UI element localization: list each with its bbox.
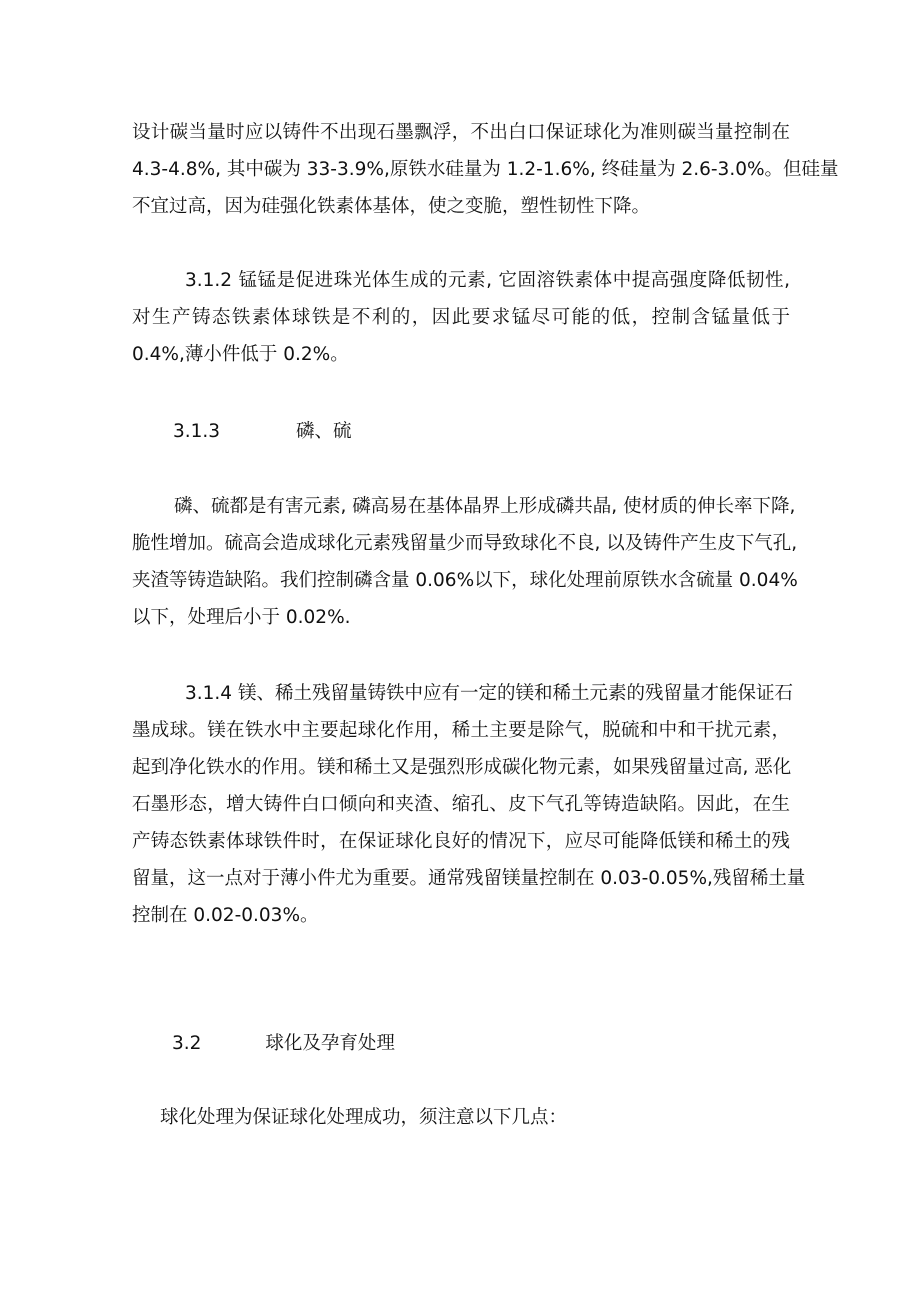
- section-number: 3.2: [172, 1033, 202, 1054]
- text-line: 起到净化铁水的作用。镁和稀土又是强烈形成碳化物元素，如果残留量过高, 恶化: [132, 757, 792, 778]
- text-line: 脆性增加。硫高会造成球化元素残留量少而导致球化不良, 以及铸件产生皮下气孔,: [132, 533, 798, 554]
- text-line: 设计碳当量时应以铸件不出现石墨飘浮，不出白口保证球化为准则碳当量控制在: [132, 122, 790, 143]
- text-line: 球化处理为保证球化处理成功，须注意以下几点：: [160, 1107, 568, 1128]
- text-line: 夹渣等铸造缺陷。我们控制磷含量 0.06%以下，球化处理前原铁水含硫量 0.04%: [132, 570, 798, 591]
- paragraph-carbon-equivalent: [132, 114, 839, 225]
- text-line: 3.1.4 镁、稀土残留量铸铁中应有一定的镁和稀土元素的残留量才能保证石: [185, 683, 793, 704]
- text-line: 控制在 0.02-0.03%。: [132, 905, 319, 926]
- section-number: 3.1.3: [173, 421, 221, 442]
- text-line: 以下，处理后小于 0.02%.: [132, 607, 351, 628]
- section-heading-3-1-3: [173, 413, 351, 450]
- text-line: 不宜过高，因为硅强化铁素体基体，使之变脆，塑性韧性下降。: [132, 196, 651, 217]
- text-line: 石墨形态，增大铸件白口倾向和夹渣、缩孔、皮下气孔等铸造缺陷。因此，在生: [132, 794, 790, 815]
- text-line: 磷、硫都是有害元素, 磷高易在基体晶界上形成磷共晶, 使材质的伸长率下降,: [174, 496, 796, 517]
- text-line: 墨成球。镁在铁水中主要起球化作用，稀土主要是除气，脱硫和中和干扰元素，: [132, 720, 790, 741]
- paragraph-phosphorus-sulfur: [132, 488, 798, 636]
- paragraph-manganese: [132, 262, 790, 373]
- text-line: 4.3-4.8%, 其中碳为 33-3.9%,原铁水硅量为 1.2-1.6%, 终硅量为 2.6-3.0%。但硅量: [132, 159, 839, 180]
- paragraph-magnesium-rare-earth: [132, 675, 806, 934]
- text-line: 3.1.2 锰锰是促进珠光体生成的元素, 它固溶铁素体中提高强度降低韧性,: [185, 270, 790, 291]
- section-heading-3-2: [172, 1025, 395, 1062]
- text-line: 留量，这一点对于薄小件尤为重要。通常残留镁量控制在 0.03-0.05%,残留稀土量: [132, 868, 806, 889]
- text-line: 产铸态铁素体球铁件时，在保证球化良好的情况下，应尽可能降低镁和稀土的残: [132, 831, 790, 852]
- section-title: 球化及孕育处理: [265, 1033, 395, 1054]
- paragraph-spheroidizing: [132, 1099, 790, 1136]
- text-line: 0.4%,薄小件低于 0.2%。: [132, 344, 349, 365]
- text-line: 对生产铸态铁素体球铁是不利的，因此要求锰尽可能的低，控制含锰量低于: [132, 307, 790, 328]
- section-title: 磷、硫: [295, 421, 352, 442]
